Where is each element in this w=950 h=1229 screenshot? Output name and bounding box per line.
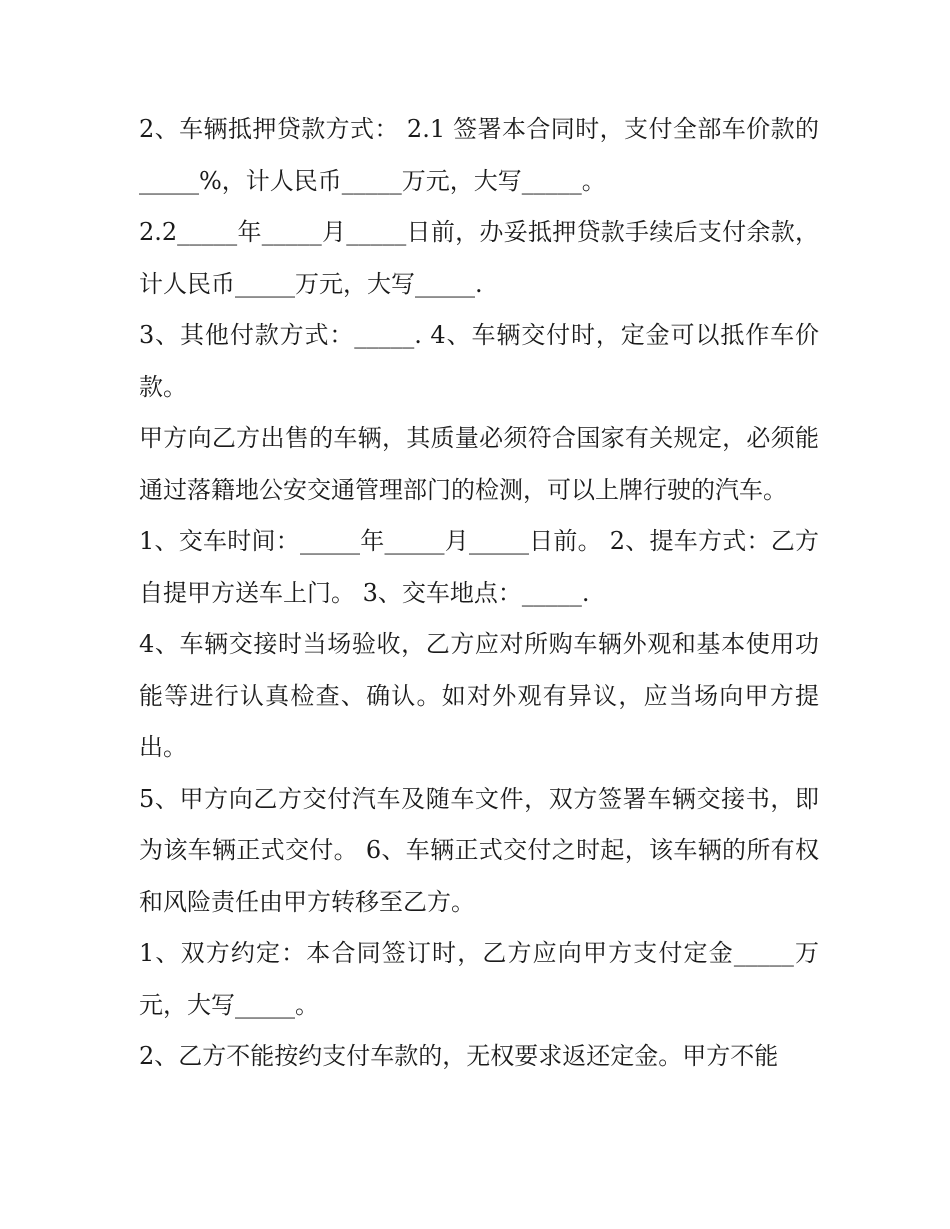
paragraph-payment-other: 3、其他付款方式：_____. 4、车辆交付时，定金可以抵作车价款。 bbox=[139, 321, 819, 401]
paragraph-deposit-forfeit: 2、乙方不能按约支付车款的，无权要求返还定金。甲方不能 bbox=[139, 1042, 779, 1070]
paragraph-inspection: 4、车辆交接时当场验收，乙方应对所购车辆外观和基本使用功能等进行认真检查、确认。如对外观有异议，应当场向甲方提出。 bbox=[139, 630, 819, 761]
paragraph-delivery-terms: 1、交车时间：_____年_____月_____日前。 2、提车方式：乙方自提甲方送车上门。 3、交车地点：_____. bbox=[139, 527, 819, 607]
document-body bbox=[139, 104, 819, 1083]
paragraph-payment-balance: 2.2_____年_____月_____日前，办妥抵押贷款手续后支付余款，计人民币_____万元，大写_____. bbox=[139, 218, 819, 298]
paragraph-vehicle-quality: 甲方向乙方出售的车辆，其质量必须符合国家有关规定，必须能通过落籍地公安交通管理部门的检测，可以上牌行驶的汽车。 bbox=[139, 424, 819, 504]
paragraph-deposit: 1、双方约定：本合同签订时，乙方应向甲方支付定金_____万元，大写_____。 bbox=[139, 939, 819, 1019]
paragraph-handover: 5、甲方向乙方交付汽车及随车文件，双方签署车辆交接书，即为该车辆正式交付。 6、车辆正式交付之时起，该车辆的所有权和风险责任由甲方转移至乙方。 bbox=[139, 784, 819, 916]
paragraph-payment-mortgage: 2、车辆抵押贷款方式： 2.1 签署本合同时，支付全部车价款的_____%，计人民币_____万元，大写_____。 bbox=[139, 115, 819, 195]
